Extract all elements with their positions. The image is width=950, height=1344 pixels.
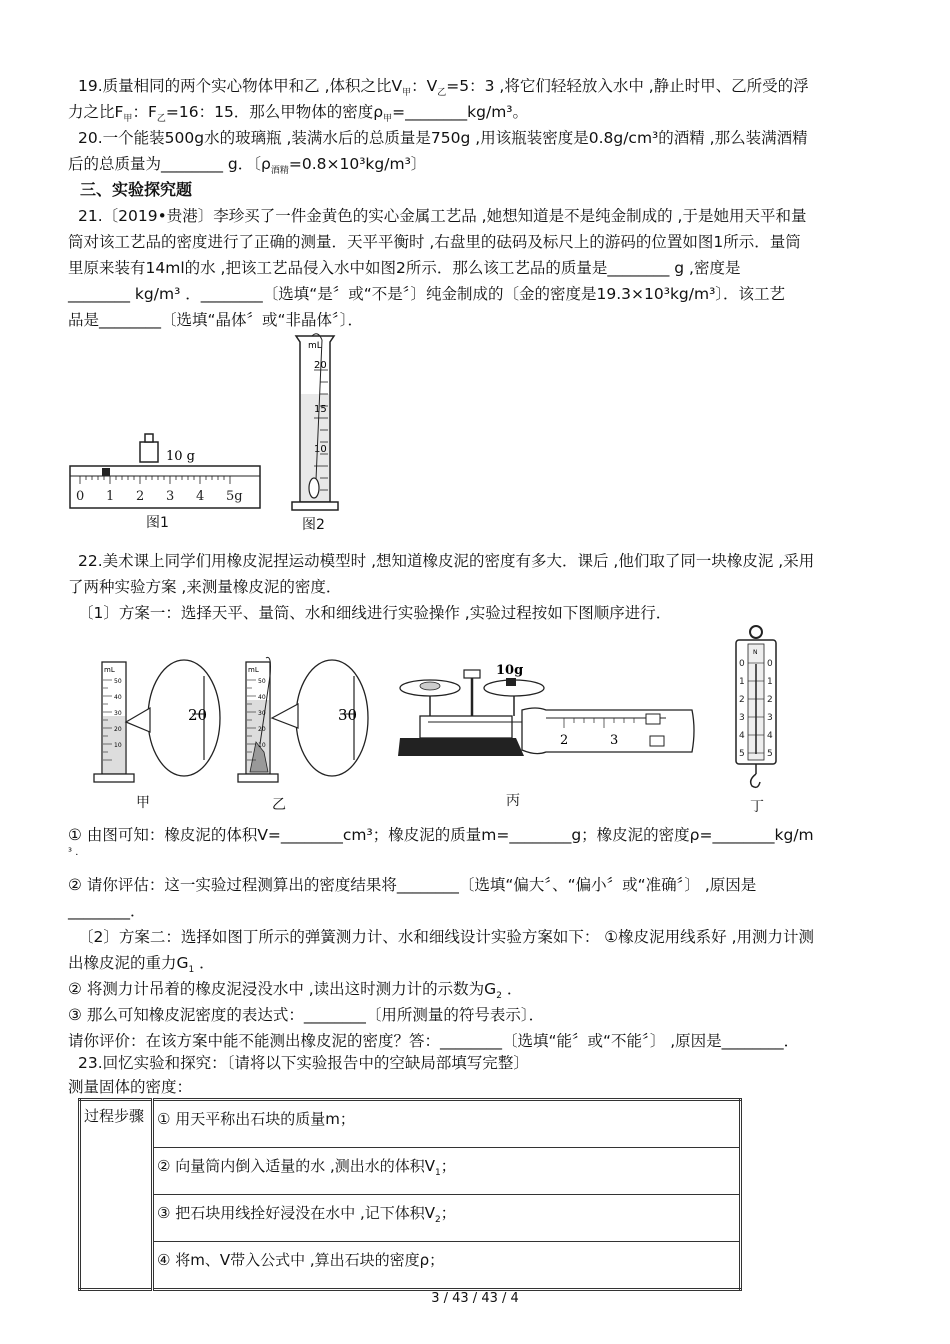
- ding-tick-5-left: 5: [739, 749, 745, 759]
- q21-line3: 里原来装有14ml的水 ,把该工艺品侵入水中如图2所示．那么该工艺品的质量是________ g ,密度是: [68, 259, 741, 277]
- bing-scale-3: 3: [610, 733, 619, 748]
- fig1-ruler-5: 5g: [226, 489, 243, 504]
- yi-tick-10: 10: [258, 742, 266, 749]
- ding-tick-3-right: 3: [767, 713, 773, 723]
- fig1-ruler-2: 2: [136, 489, 145, 504]
- q22-answer2: ② 请你评估：这一实验过程测算出的密度结果将________〔选填“偏大〞、“偏小〞或“准确〞〕 ,原因是: [68, 876, 757, 894]
- ding-tick-1-left: 1: [739, 677, 745, 687]
- jia-tick-40: 40: [114, 694, 122, 701]
- q21-line2: 筒对该工艺品的密度进行了正确的测量．天平平衡时 ,右盘里的砝码及标尺上的游码的位置如图1所示．量筒: [68, 233, 801, 251]
- q21-line4: ________ kg/m³ ．________〔选填“是〞或“不是〞〕纯金制成的〔金的密度是19.3×10³kg/m³〕．该工艺: [68, 285, 786, 303]
- ding-tick-0-right: 0: [767, 659, 773, 669]
- q22-answer1: ① 由图可知：橡皮泥的体积V=________cm³；橡皮泥的质量m=________g；橡皮泥的密度ρ=________kg/m: [68, 826, 814, 844]
- jia-tick-50: 50: [114, 678, 122, 685]
- q20-line1: 20.一个能装500g水的玻璃瓶 ,装满水后的总质量是750g ,用该瓶装密度是0.8g/cm³的酒精 ,那么装满酒精: [78, 129, 808, 147]
- figure1-balance-ruler: [68, 430, 264, 514]
- jia-cyl-unit: mL: [104, 666, 115, 674]
- q19-line1: 19.质量相同的两个实心物体甲和乙 ,体积之比$V_甲$：$V_乙=5$：3 ,将它们轻轻放入水中 ,静止时甲、乙所受的浮: [78, 77, 809, 99]
- q22-line1: 22.美术课上同学们用橡皮泥捏运动模型时 ,想知道橡皮泥的密度有多大．课后 ,他们取了同一块橡皮泥 ,采用: [78, 552, 815, 570]
- bing-scale-2: 2: [560, 733, 569, 748]
- table-step-2: ② 向量筒内倒入适量的水 ,测出水的体积$V_1$；: [153, 1148, 741, 1195]
- q22-plan1: 〔1〕方案一：选择天平、量筒、水和细线进行实验操作 ,实验过程按如下图顺序进行．: [78, 604, 672, 622]
- fig1-ruler-3: 3: [166, 489, 175, 504]
- jia-tick-10: 10: [114, 742, 122, 749]
- q23-line2: 测量固体的密度：: [68, 1078, 193, 1096]
- figure2-caption: 图2: [302, 517, 325, 533]
- figure-bing-caption: 丙: [506, 793, 520, 809]
- figure2-cylinder: [288, 330, 344, 516]
- yi-tick-40: 40: [258, 694, 266, 701]
- q21-line1: 21.〔2019•贵港〕李珍买了一件金黄色的实心金属工艺品 ,她想知道是不是纯金制成的 ,于是她用天平和量: [78, 207, 807, 225]
- jia-tick-30: 30: [114, 710, 122, 717]
- fig1-weight-label: 10 g: [166, 449, 195, 464]
- q22-step2: ② 将测力计吊着的橡皮泥浸没水中 ,读出这时测力计的示数为$G_2$ ．: [68, 980, 523, 1002]
- fig1-ruler-4: 4: [196, 489, 205, 504]
- bing-weight: 10g: [496, 663, 524, 678]
- figure1-caption: 图1: [146, 515, 169, 531]
- q22-answer1-wrap: ³ ．: [68, 847, 86, 858]
- ding-tick-4-right: 4: [767, 731, 773, 741]
- ding-tick-5-right: 5: [767, 749, 773, 759]
- fig2-tick-20: 20: [314, 360, 327, 371]
- table-step-3: ③ 把石块用线拴好浸没在水中 ,记下体积$V_2$；: [153, 1195, 741, 1242]
- ding-tick-1-right: 1: [767, 677, 773, 687]
- figure-jia-caption: 甲: [136, 795, 150, 811]
- ding-tick-0-left: 0: [739, 659, 745, 669]
- figure-yi-caption: 乙: [272, 797, 286, 813]
- q20-line2: 后的总质量为________ g．〔$\rho_{酒精}=0.8\times 10^3kg/m^3$〕: [68, 155, 427, 177]
- q23-steps-table: [78, 1098, 742, 1291]
- ding-tick-3-left: 3: [739, 713, 745, 723]
- q22-answer2-wrap: ________．: [68, 902, 146, 920]
- q22-step3: ③ 那么可知橡皮泥密度的表达式：________〔用所测量的符号表示〕．: [68, 1006, 545, 1024]
- table-step-1: ① 用天平称出石块的质量m；: [153, 1100, 741, 1148]
- figure-ding-spring-scale: [728, 624, 784, 792]
- q22-plan2: 〔2〕方案二：选择如图丁所示的弹簧测力计、水和细线设计实验方案如下： ①橡皮泥用线系好 ,用测力计测: [78, 928, 815, 946]
- figure-jia: [92, 656, 222, 788]
- yi-tick-50: 50: [258, 678, 266, 685]
- page-footer: 3 / 43 / 43 / 4: [431, 1291, 519, 1306]
- yi-reading: 30: [338, 706, 358, 724]
- jia-tick-20: 20: [114, 726, 122, 733]
- q21-line5: 品是________〔选填“晶体〞或“非晶体〞〕．: [68, 311, 364, 329]
- q19-line2: 力之比$F_甲$：$F_乙=16$：15．那么甲物体的密度$\rho_甲=\_\_\_\_\_\_\_\_kg/m^3$。: [68, 103, 529, 125]
- fig1-ruler-1: 1: [106, 489, 115, 504]
- q22-evaluation: 请你评价：在该方案中能不能测出橡皮泥的密度？答：________〔选填“能〞或“不能〞〕 ,原因是________．: [68, 1032, 800, 1050]
- q22-line2: 了两种实验方案 ,来测量橡皮泥的密度．: [68, 578, 342, 596]
- ding-tick-2-left: 2: [739, 695, 745, 705]
- q23-line1: 23.回忆实验和探究：〔请将以下实验报告中的空缺局部填写完整〕: [78, 1054, 529, 1072]
- ding-tick-2-right: 2: [767, 695, 773, 705]
- yi-tick-20: 20: [258, 726, 266, 733]
- yi-cyl-unit: mL: [248, 666, 259, 674]
- q22-plan2-wrap: 出橡皮泥的重力$G_1$ ．: [68, 954, 215, 976]
- fig2-tick-10: 10: [314, 444, 327, 455]
- figure-yi: [236, 656, 372, 788]
- ding-tick-4-left: 4: [739, 731, 745, 741]
- section-heading: 三、实验探究题: [80, 180, 193, 199]
- jia-reading: 20: [188, 706, 208, 724]
- table-label: 过程步骤: [80, 1100, 153, 1290]
- fig2-unit: mL: [308, 341, 322, 351]
- yi-tick-30: 30: [258, 710, 266, 717]
- table-step-4: ④ 将m、V带入公式中 ,算出石块的密度ρ；: [153, 1242, 741, 1290]
- figure-bing: [396, 660, 696, 776]
- fig1-ruler-0: 0: [76, 489, 85, 504]
- figure-ding-caption: 丁: [750, 799, 764, 815]
- ding-unit: N: [753, 649, 758, 656]
- fig2-tick-15: 15: [314, 404, 327, 415]
